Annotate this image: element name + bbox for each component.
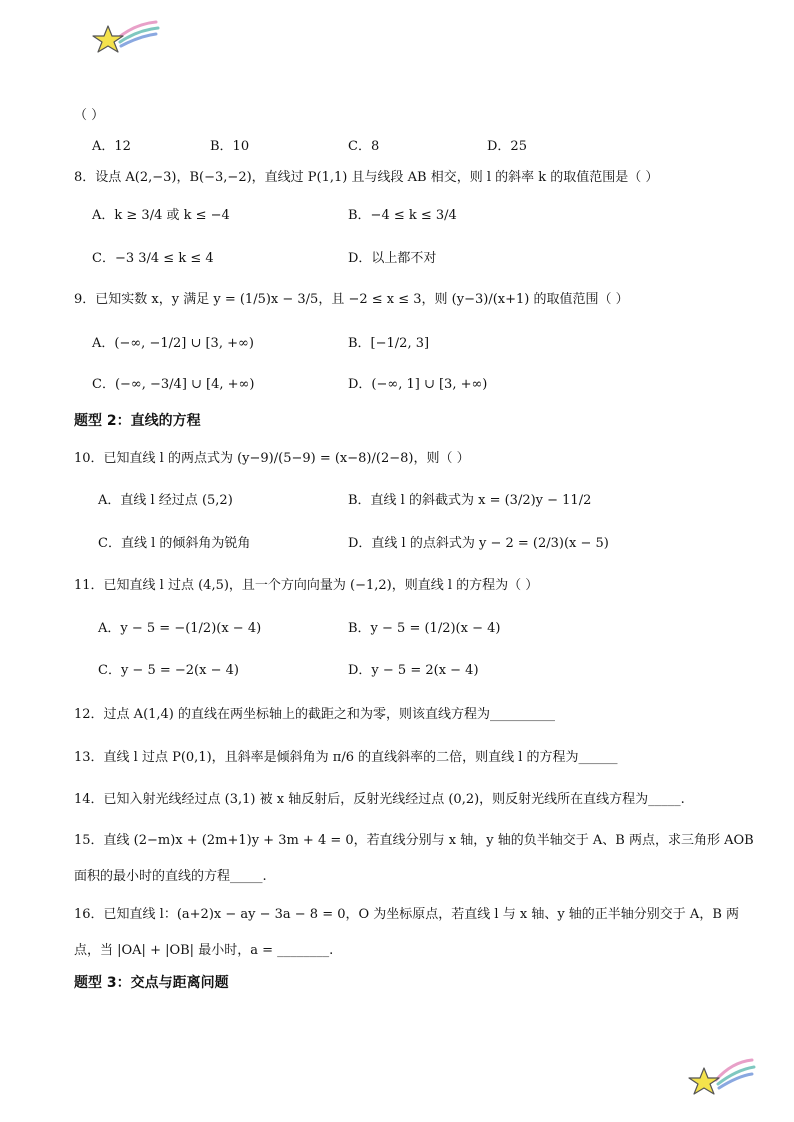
q8-option-b: B．−4 ≤ k ≤ 3/4 xyxy=(348,208,457,223)
q9-option-d: D．(−∞, 1] ∪ [3, +∞) xyxy=(348,377,488,392)
q7-option-b: B．10 xyxy=(210,139,250,154)
paren-line: （ ） xyxy=(74,108,105,123)
q10-option-d: D．直线 l 的点斜式为 y − 2 = (2/3)(x − 5) xyxy=(348,536,609,551)
q7-option-a: A．12 xyxy=(92,139,131,154)
q14-text: 14．已知入射光线经过点 (3,1) 被 x 轴反射后，反射光线经过点 (0,2)，则反射光线所在直线方程为_____. xyxy=(74,792,685,807)
q9-option-b: B．[−1/2, 3] xyxy=(348,336,430,351)
q10-option-c: C．直线 l 的倾斜角为锐角 xyxy=(98,536,251,551)
q7-option-d: D．25 xyxy=(487,139,527,154)
q12-text: 12．过点 A(1,4) 的直线在两坐标轴上的截距之和为零，则该直线方程为__________ xyxy=(74,707,556,722)
q16-text-line2: 点，当 |OA| + |OB| 最小时，a = ________. xyxy=(74,943,334,958)
q8-option-a: A．k ≥ 3/4 或 k ≤ −4 xyxy=(92,208,230,223)
star-decoration-bottom-icon xyxy=(686,1050,758,1100)
q8-option-d: D．以上都不对 xyxy=(348,251,437,266)
q10-option-a: A．直线 l 经过点 (5,2) xyxy=(98,493,233,508)
q9-option-c: C．(−∞, −3/4] ∪ [4, +∞) xyxy=(92,377,255,392)
q7-option-c: C．8 xyxy=(348,139,380,154)
q13-text: 13．直线 l 过点 P(0,1)，且斜率是倾斜角为 π/6 的直线斜率的二倍，则直线 l 的方程为______ xyxy=(74,750,618,765)
q11-option-c: C．y − 5 = −2(x − 4) xyxy=(98,663,239,678)
q16-text-line1: 16．已知直线 l：(a+2)x − ay − 3a − 8 = 0，O 为坐标原点，若直线 l 与 x 轴、y 轴的正半轴分别交于 A，B 两 xyxy=(74,907,739,922)
q15-text-line2: 面积的最小时的直线的方程_____. xyxy=(74,869,267,884)
q11-option-d: D．y − 5 = 2(x − 4) xyxy=(348,663,479,678)
section-heading-3: 题型 3：交点与距离问题 xyxy=(74,975,229,991)
q11-option-b: B．y − 5 = (1/2)(x − 4) xyxy=(348,621,501,636)
q10-stem: 10．已知直线 l 的两点式为 (y−9)/(5−9) = (x−8)/(2−8)，则（ ） xyxy=(74,451,470,466)
q11-stem: 11．已知直线 l 过点 (4,5)，且一个方向向量为 (−1,2)，则直线 l 的方程为（ ） xyxy=(74,578,539,593)
q15-text-line1: 15．直线 (2−m)x + (2m+1)y + 3m + 4 = 0，若直线分别与 x 轴，y 轴的负半轴交于 A、B 两点，求三角形 AOB xyxy=(74,833,754,848)
q11-option-a: A．y − 5 = −(1/2)(x − 4) xyxy=(98,621,262,636)
section-heading-2: 题型 2：直线的方程 xyxy=(74,413,201,429)
q8-option-c: C．−3 3/4 ≤ k ≤ 4 xyxy=(92,251,214,266)
q9-stem: 9．已知实数 x，y 满足 y = (1/5)x − 3/5，且 −2 ≤ x ≤ 3，则 (y−3)/(x+1) 的取值范围（ ） xyxy=(74,292,629,307)
star-decoration-top-icon xyxy=(90,14,162,56)
q10-option-b: B．直线 l 的斜截式为 x = (3/2)y − 11/2 xyxy=(348,493,592,508)
q8-stem: 8．设点 A(2,−3)，B(−3,−2)，直线过 P(1,1) 且与线段 AB 相交，则 l 的斜率 k 的取值范围是（ ） xyxy=(74,170,659,185)
q9-option-a: A．(−∞, −1/2] ∪ [3, +∞) xyxy=(92,336,254,351)
